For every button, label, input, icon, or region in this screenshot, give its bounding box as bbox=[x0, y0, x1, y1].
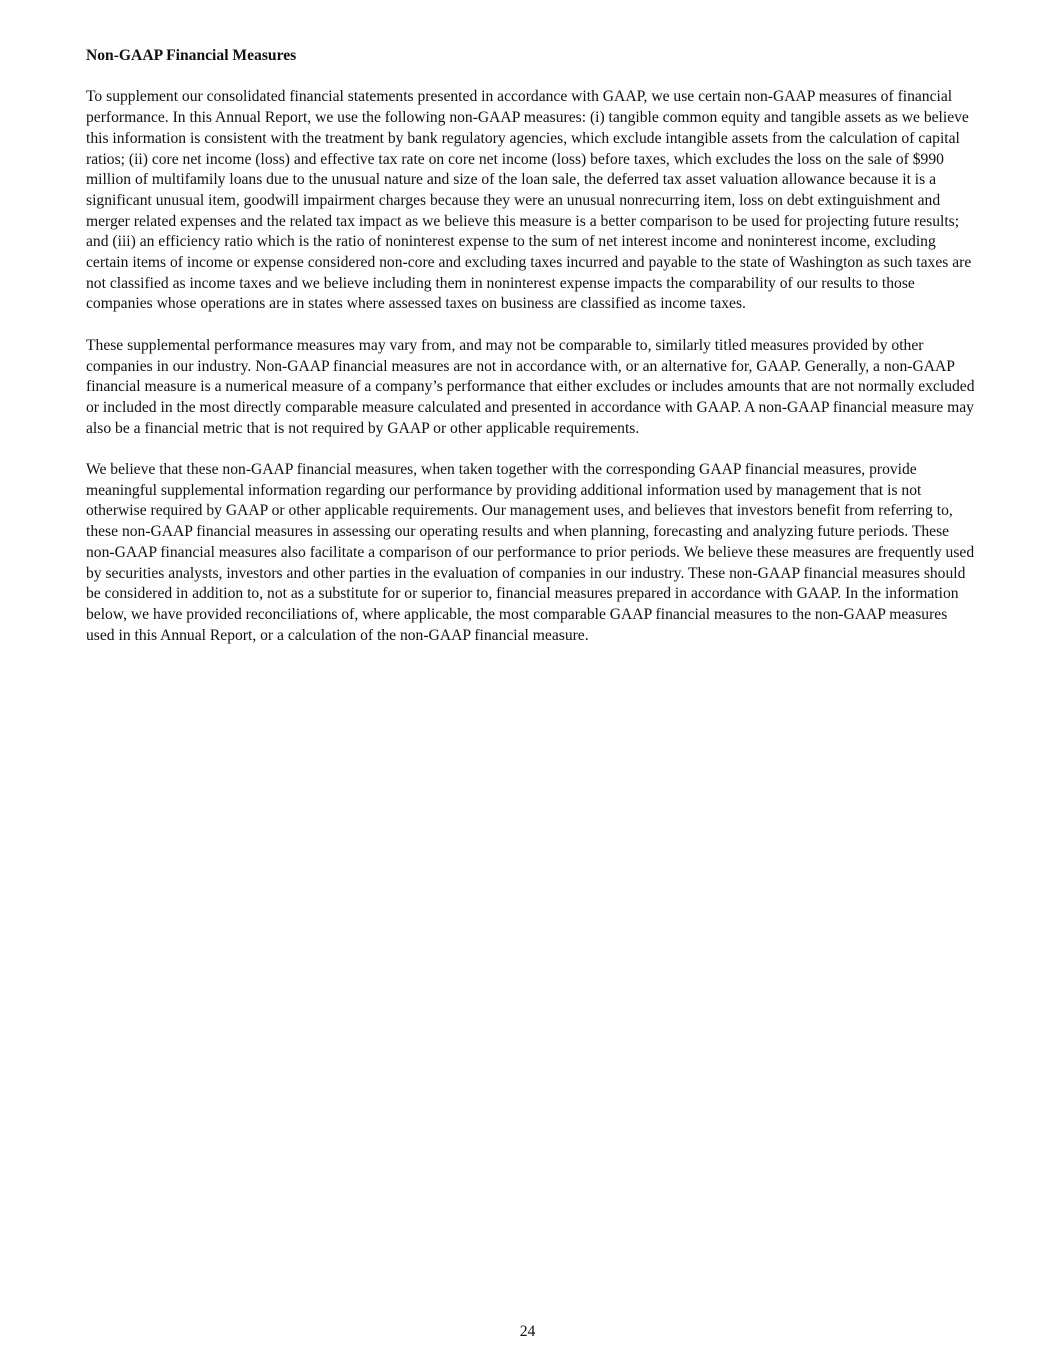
paragraph-non-gaap-measures-list: To supplement our consolidated financial statements presented in accordance with GAAP, we use certain non-GAAP measures of financial performance. In this Annual Report, we use the following non-GAAP measures: (i) tangible common equity and tangible assets as we believe this information is consistent with the treatment by bank regulatory agencies, which exclude intangible assets from the calculation of capital ratios; (ii) core net income (loss) and effective tax rate on core net income (loss) before taxes, which excludes the loss on the sale of $990 million of multifamily loans due to the unusual nature and size of the loan sale, the deferred tax asset valuation allowance because it is a significant unusual item, goodwill impairment charges because they were an unusual nonrecurring item, loss on debt extinguishment and merger related expenses and the related tax impact as we believe this measure is a better comparison to be used for projecting future results; and (iii) an efficiency ratio which is the ratio of noninterest expense to the sum of net interest income and noninterest income, excluding certain items of income or expense considered non-core and excluding taxes incurred and payable to the state of Washington as such taxes are not classified as income taxes and we believe including them in noninterest expense impacts the comparability of our results to those companies whose operations are in states where assessed taxes on business are classified as income taxes. bbox=[86, 88, 972, 313]
paragraph-usefulness: We believe that these non-GAAP financial measures, when taken together with the corresponding GAAP financial measures, provide meaningful supplemental information regarding our performance by providing additional information used by management that is not otherwise required by GAAP or other applicable requirements. Our management uses, and believes that investors benefit from referring to, these non-GAAP financial measures in assessing our operating results and when planning, forecasting and analyzing future periods. These non-GAAP financial measures also facilitate a comparison of our performance to prior periods. We believe these measures are frequently used by securities analysts, investors and other parties in the evaluation of companies in our industry. These non-GAAP financial measures should be considered in addition to, not as a substitute for or superior to, financial measures prepared in accordance with GAAP. In the information below, we have provided reconciliations of, where applicable, the most comparable GAAP financial measures to the non-GAAP measures used in this Annual Report, or a calculation of the non-GAAP financial measure. bbox=[86, 461, 975, 644]
document-page bbox=[86, 46, 976, 667]
page-number: 24 bbox=[519, 1323, 536, 1340]
paragraph-comparability: These supplemental performance measures may vary from, and may not be comparable to, similarly titled measures provided by other companies in our industry. Non-GAAP financial measures are not in accordance with, or an alternative for, GAAP. Generally, a non-GAAP financial measure is a numerical measure of a company’s performance that either excludes or includes amounts that are not normally excluded or included in the most directly comparable measure calculated and presented in accordance with GAAP. A non-GAAP financial measure may also be a financial metric that is not required by GAAP or other applicable requirements. bbox=[86, 336, 975, 437]
section-heading: Non-GAAP Financial Measures bbox=[86, 47, 297, 64]
